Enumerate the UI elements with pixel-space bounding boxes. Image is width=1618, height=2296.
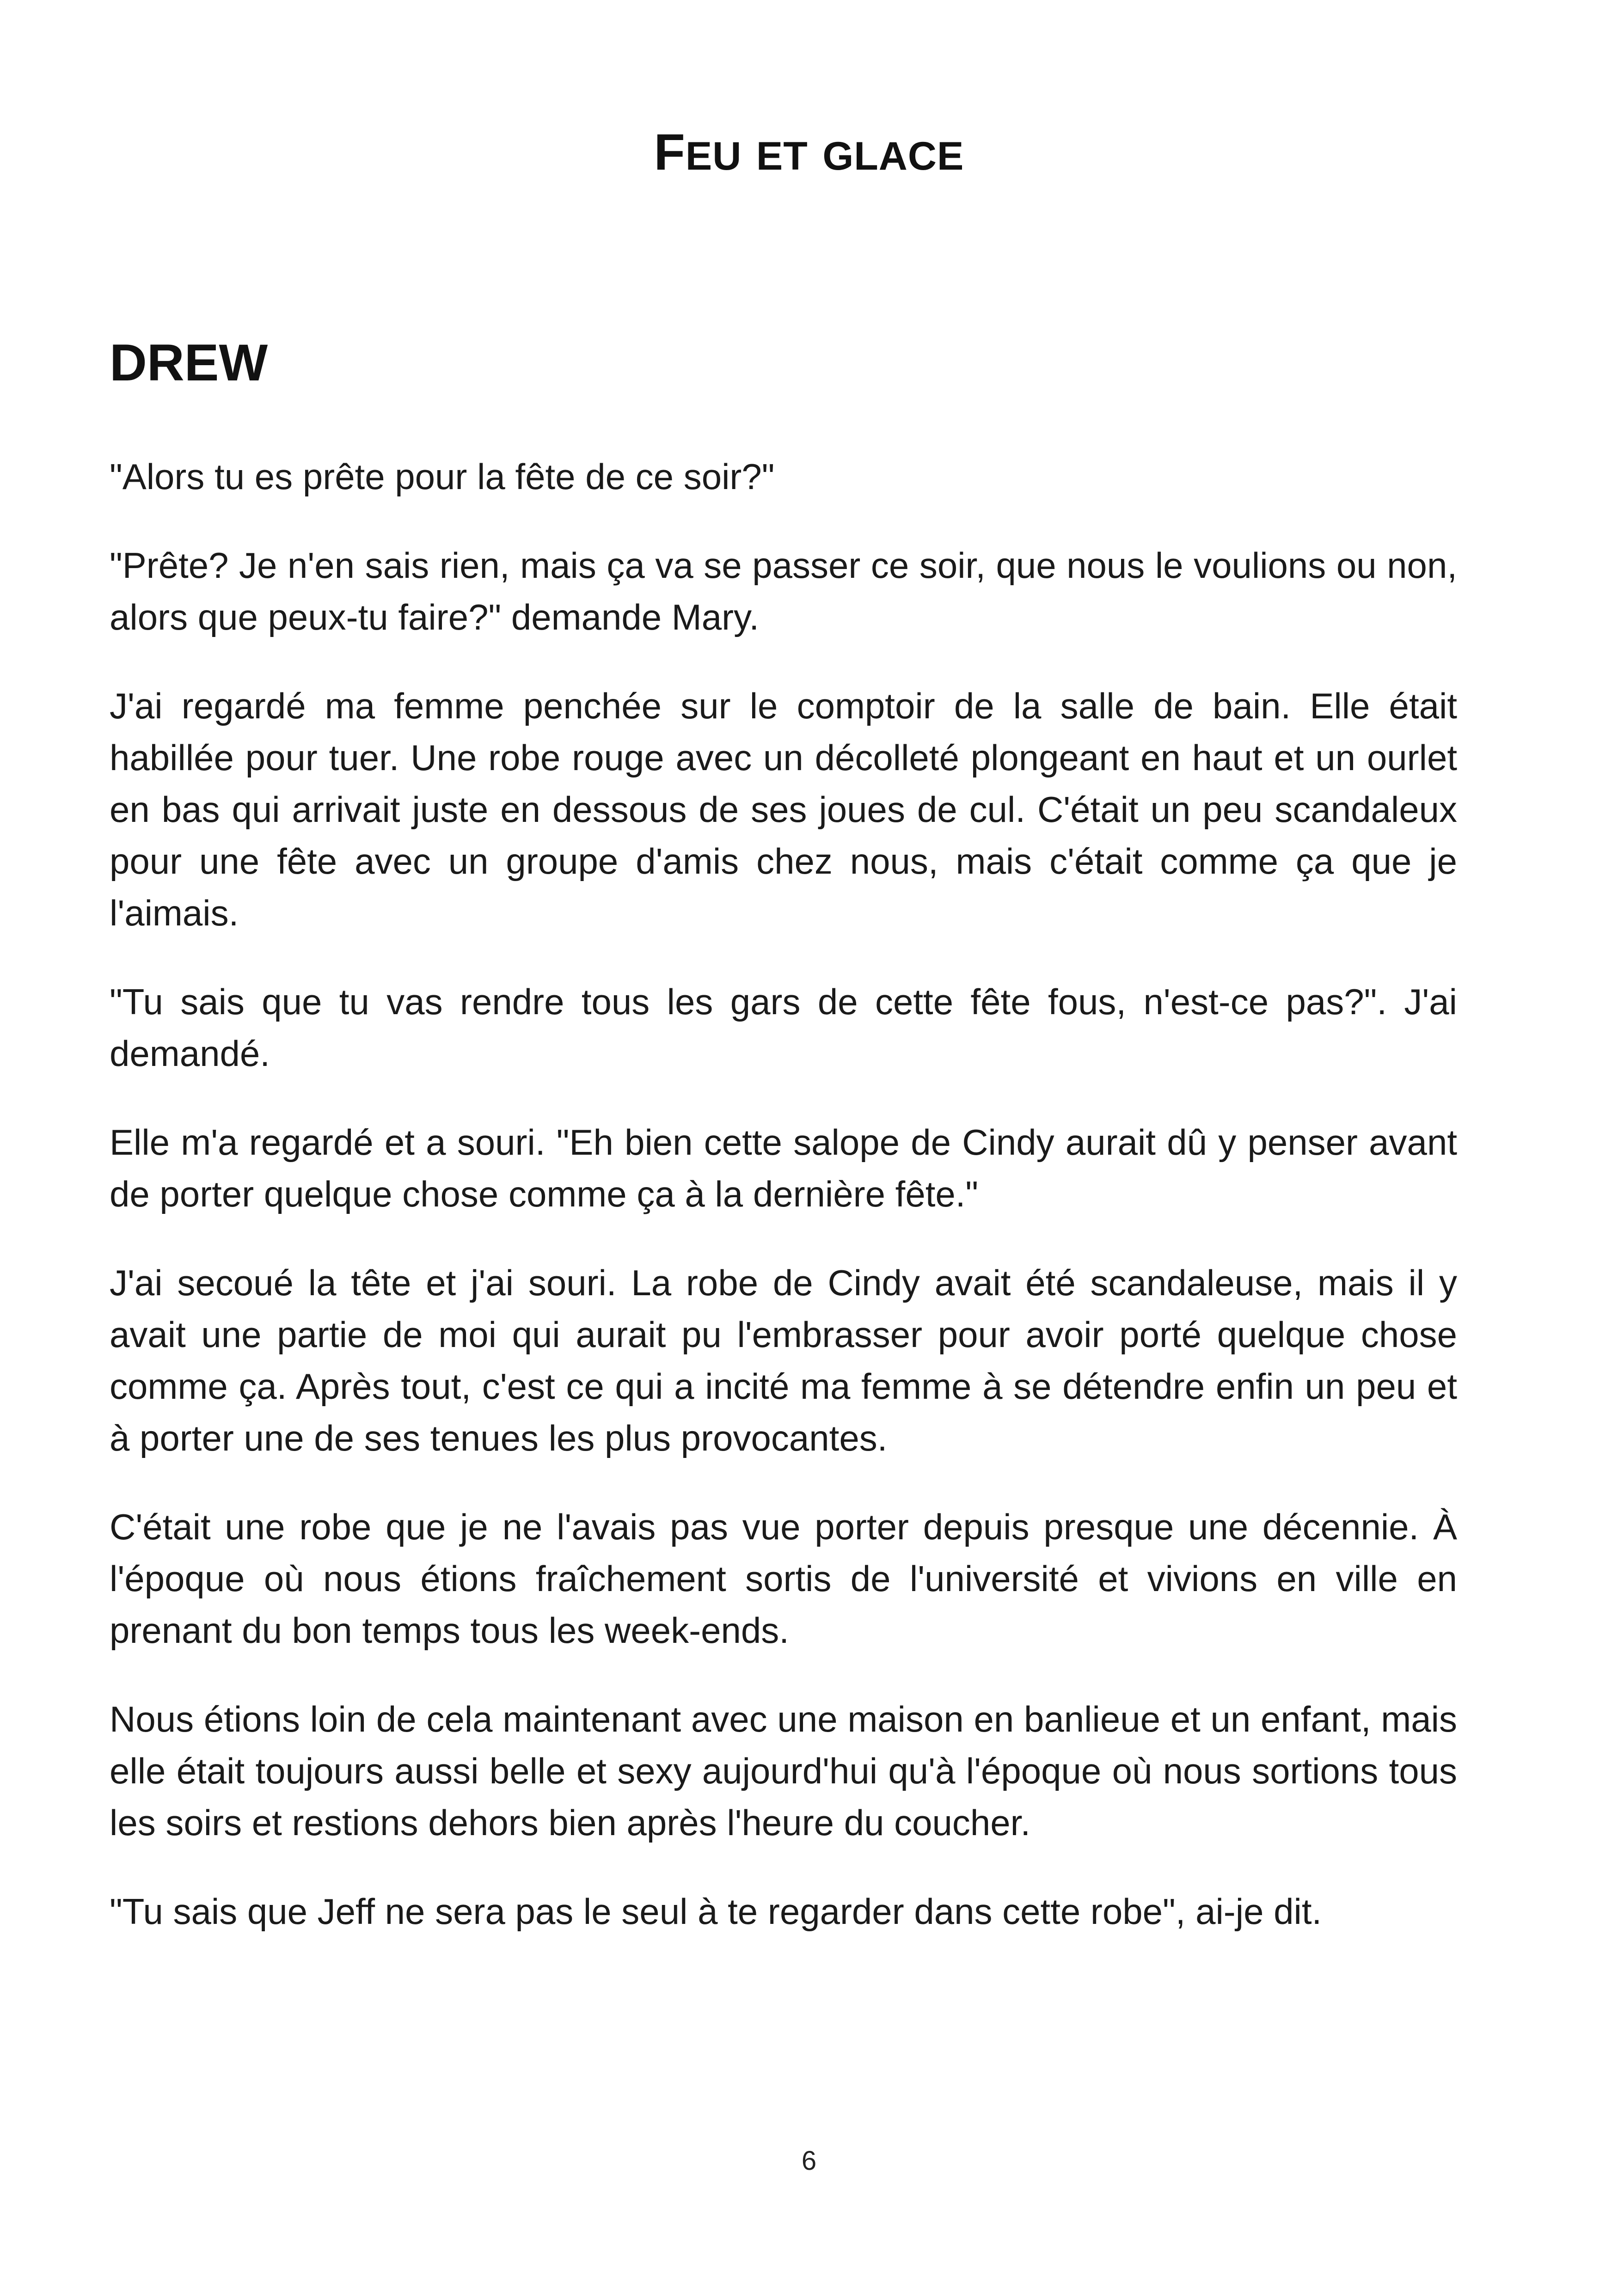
paragraph: "Tu sais que Jeff ne sera pas le seul à te regarder dans cette robe", ai-je dit. (110, 1891, 1322, 1932)
paragraph: "Alors tu es prête pour la fête de ce soir?" (110, 456, 775, 497)
chapter-heading: DREW (110, 334, 268, 392)
book-title-initial: F (654, 124, 686, 181)
paragraph: J'ai regardé ma femme penchée sur le comptoir de la salle de bain. Elle était habillée pour tuer. Une robe rouge avec un décolleté plongeant en haut et un ourlet en bas qui arrivait juste en dessous de ses joues de cul. C'était un peu scandaleux pour une fête avec un groupe d'amis chez nous, mais c'était comme ça que je l'aimais. (110, 686, 1457, 933)
paragraph: "Tu sais que tu vas rendre tous les gars de cette fête fous, n'est-ce pas?". J'ai demandé. (110, 981, 1457, 1074)
paragraph: C'était une robe que je ne l'avais pas vue porter depuis presque une décennie. À l'époque où nous étions fraîchement sortis de l'université et vivions en ville en prenant du bon temps tous les week-ends. (110, 1506, 1457, 1651)
paragraph: J'ai secoué la tête et j'ai souri. La robe de Cindy avait été scandaleuse, mais il y avait une partie de moi qui aurait pu l'embrasser pour avoir porté quelque chose comme ça. Après tout, c'est ce qui a incité ma femme à se détendre enfin un peu et à porter une de ses tenues les plus provocantes. (110, 1262, 1457, 1458)
book-title (0, 122, 1618, 186)
book-title-word1-rest: EU (685, 134, 742, 178)
paragraph: "Prête? Je n'en sais rien, mais ça va se passer ce soir, que nous le voulions ou non, alors que peux-tu faire?" demande Mary. (110, 545, 1457, 637)
paragraph: Nous étions loin de cela maintenant avec une maison en banlieue et un enfant, mais elle était toujours aussi belle et sexy aujourd'hui qu'à l'époque où nous sortions tous les soirs et restions dehors bien après l'heure du coucher. (110, 1699, 1457, 1843)
chapter-body (110, 451, 1457, 1974)
book-title-word3: GLACE (822, 134, 964, 178)
page-number: 6 (801, 2146, 817, 2176)
book-title-word2: ET (756, 134, 808, 178)
paragraph: Elle m'a regardé et a souri. "Eh bien cette salope de Cindy aurait dû y penser avant de porter quelque chose comme ça à la dernière fête." (110, 1122, 1457, 1214)
